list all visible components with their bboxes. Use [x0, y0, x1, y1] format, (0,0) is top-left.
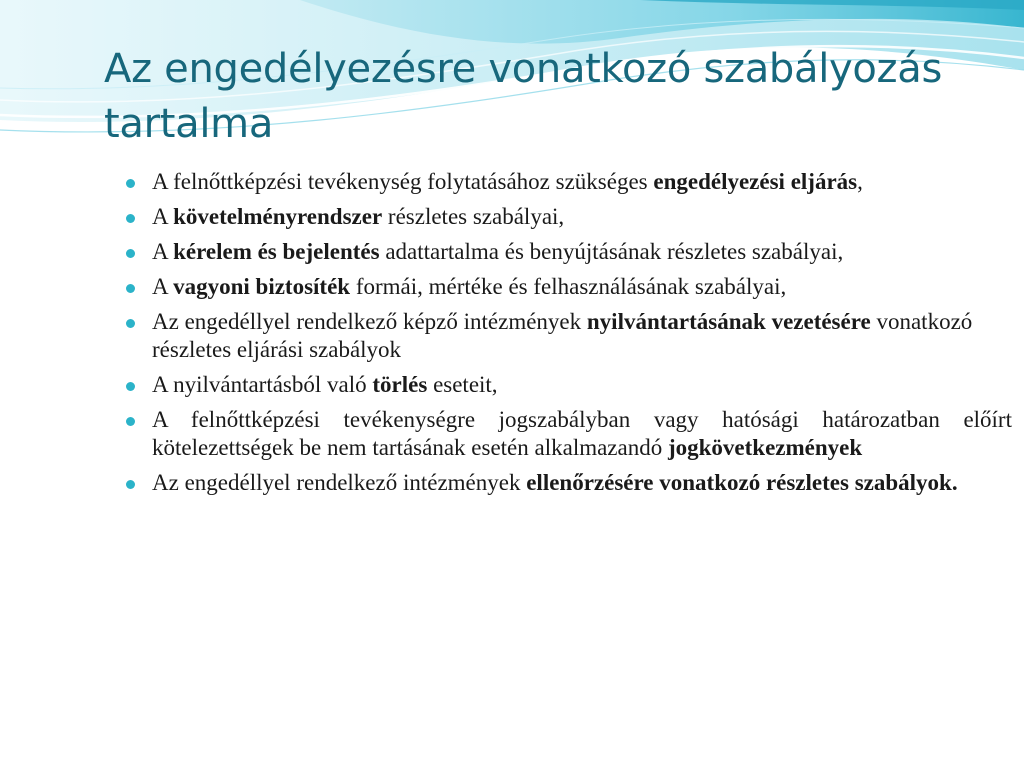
bullet-item: [126, 238, 1012, 266]
bullet-list: [126, 168, 1012, 504]
slide-title-line-2: tartalma: [104, 101, 274, 147]
bullet-dot-icon: [126, 319, 135, 328]
bullet-item: [126, 273, 1012, 301]
slide-title-line-1: Az engedélyezésre vonatkozó szabályozás: [104, 46, 943, 92]
bullet-item: [126, 406, 1012, 462]
bullet-text: Az engedéllyel rendelkező képző intézmények: [152, 309, 587, 334]
bullet-bold-text: törlés: [372, 372, 428, 397]
bullet-bold-text: kérelem és bejelentés: [173, 239, 380, 264]
bullet-bold-text: vagyoni biztosíték: [173, 274, 351, 299]
bullet-dot-icon: [126, 284, 135, 293]
bullet-bold-text: követelményrendszer: [173, 204, 383, 229]
bullet-dot-icon: [126, 249, 135, 258]
bullet-dot-icon: [126, 480, 135, 489]
bullet-bold-text: engedélyezési eljárás: [653, 169, 858, 194]
bullet-text: részletes szabályai,: [382, 204, 565, 229]
bullet-text: A: [152, 204, 174, 229]
bullet-item: [126, 203, 1012, 231]
bullet-text: adattartalma és benyújtásának részletes szabályai,: [379, 239, 844, 264]
bullet-text: A felnőttképzési tevékenységre jogszabályban vagy hatósági határozatban előírt kötelezettségek be nem tartásának esetén alkalmazandó: [152, 407, 1012, 460]
bullet-bold-text: ellenőrzésére vonatkozó részletes szabályok.: [526, 470, 958, 495]
bullet-item: [126, 371, 1012, 399]
bullet-bold-text: jogkövetkezmények: [667, 435, 863, 460]
bullet-item: [126, 168, 1012, 196]
bullet-text: formái, mértéke és felhasználásának szabályai,: [350, 274, 787, 299]
bullet-dot-icon: [126, 214, 135, 223]
bullet-item: [126, 469, 1012, 497]
bullet-text: A nyilvántartásból való: [152, 372, 373, 397]
bullet-text: Az engedéllyel rendelkező intézmények: [152, 470, 527, 495]
slide-title: [104, 42, 1004, 152]
bullet-text: A: [152, 274, 174, 299]
bullet-dot-icon: [126, 417, 135, 426]
bullet-item: [126, 308, 1012, 364]
bullet-text: A felnőttképzési tevékenység folytatásához szükséges: [152, 169, 654, 194]
bullet-text: A: [152, 239, 174, 264]
bullet-dot-icon: [126, 179, 135, 188]
bullet-bold-text: nyilvántartásának vezetésére: [586, 309, 871, 334]
bullet-text: ,: [857, 169, 863, 194]
bullet-text: eseteit,: [427, 372, 498, 397]
bullet-text: vonatkozó részletes eljárási szabályok: [152, 309, 973, 362]
bullet-dot-icon: [126, 382, 135, 391]
